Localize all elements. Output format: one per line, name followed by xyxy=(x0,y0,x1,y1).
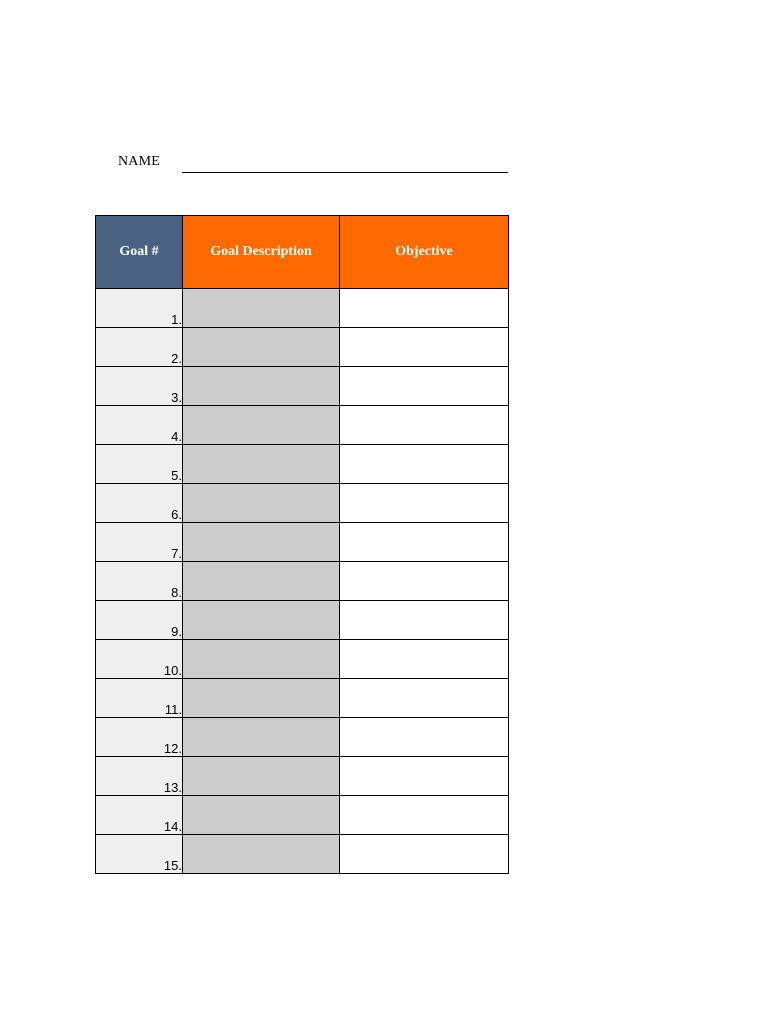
objective-cell[interactable] xyxy=(340,445,509,484)
goal-description-cell[interactable] xyxy=(183,445,340,484)
goal-description-cell[interactable] xyxy=(183,757,340,796)
objective-cell[interactable] xyxy=(340,406,509,445)
objective-cell[interactable] xyxy=(340,328,509,367)
goal-description-cell[interactable] xyxy=(183,367,340,406)
goal-description-header: Goal Description xyxy=(183,216,340,289)
table-row xyxy=(96,640,509,679)
name-label: NAME xyxy=(118,154,161,169)
objective-header: Objective xyxy=(340,216,509,289)
goal-description-cell[interactable] xyxy=(183,835,340,874)
goal-number-cell: 7. xyxy=(96,523,183,562)
table-row xyxy=(96,718,509,757)
table-row xyxy=(96,523,509,562)
table-row xyxy=(96,328,509,367)
objective-cell[interactable] xyxy=(340,718,509,757)
goal-number-cell: 6. xyxy=(96,484,183,523)
objective-cell[interactable] xyxy=(340,835,509,874)
objective-cell[interactable] xyxy=(340,601,509,640)
table-row xyxy=(96,757,509,796)
goal-number-cell: 1. xyxy=(96,289,183,328)
goal-description-cell[interactable] xyxy=(183,718,340,757)
objective-cell[interactable] xyxy=(340,679,509,718)
goal-number-cell: 4. xyxy=(96,406,183,445)
goal-description-cell[interactable] xyxy=(183,562,340,601)
goal-number-cell: 8. xyxy=(96,562,183,601)
objective-cell[interactable] xyxy=(340,796,509,835)
goal-description-cell[interactable] xyxy=(183,601,340,640)
goal-number-cell: 2. xyxy=(96,328,183,367)
table-row xyxy=(96,445,509,484)
goal-description-cell[interactable] xyxy=(183,406,340,445)
goal-number-cell: 15. xyxy=(96,835,183,874)
goal-rows xyxy=(96,289,509,874)
table-row xyxy=(96,484,509,523)
objective-cell[interactable] xyxy=(340,367,509,406)
objective-cell[interactable] xyxy=(340,562,509,601)
table-row xyxy=(96,679,509,718)
goal-number-cell: 10. xyxy=(96,640,183,679)
goal-number-cell: 3. xyxy=(96,367,183,406)
name-input-line[interactable] xyxy=(182,172,508,173)
goal-number-cell: 5. xyxy=(96,445,183,484)
goals-table xyxy=(95,215,509,874)
name-field-row xyxy=(118,154,510,176)
goal-description-cell[interactable] xyxy=(183,523,340,562)
objective-cell[interactable] xyxy=(340,757,509,796)
table-row xyxy=(96,562,509,601)
objective-cell[interactable] xyxy=(340,523,509,562)
goal-number-cell: 11. xyxy=(96,679,183,718)
goal-number-cell: 14. xyxy=(96,796,183,835)
goal-number-cell: 9. xyxy=(96,601,183,640)
objective-cell[interactable] xyxy=(340,289,509,328)
goal-description-cell[interactable] xyxy=(183,796,340,835)
table-row xyxy=(96,289,509,328)
table-row xyxy=(96,601,509,640)
table-row xyxy=(96,796,509,835)
goal-description-cell[interactable] xyxy=(183,289,340,328)
table-row xyxy=(96,406,509,445)
goal-description-cell[interactable] xyxy=(183,484,340,523)
table-row xyxy=(96,835,509,874)
table-row xyxy=(96,367,509,406)
goal-description-cell[interactable] xyxy=(183,640,340,679)
table-header-row xyxy=(96,216,509,289)
goal-number-cell: 13. xyxy=(96,757,183,796)
goal-number-header: Goal # xyxy=(96,216,183,289)
goal-description-cell[interactable] xyxy=(183,679,340,718)
goal-description-cell[interactable] xyxy=(183,328,340,367)
objective-cell[interactable] xyxy=(340,484,509,523)
goal-number-cell: 12. xyxy=(96,718,183,757)
objective-cell[interactable] xyxy=(340,640,509,679)
